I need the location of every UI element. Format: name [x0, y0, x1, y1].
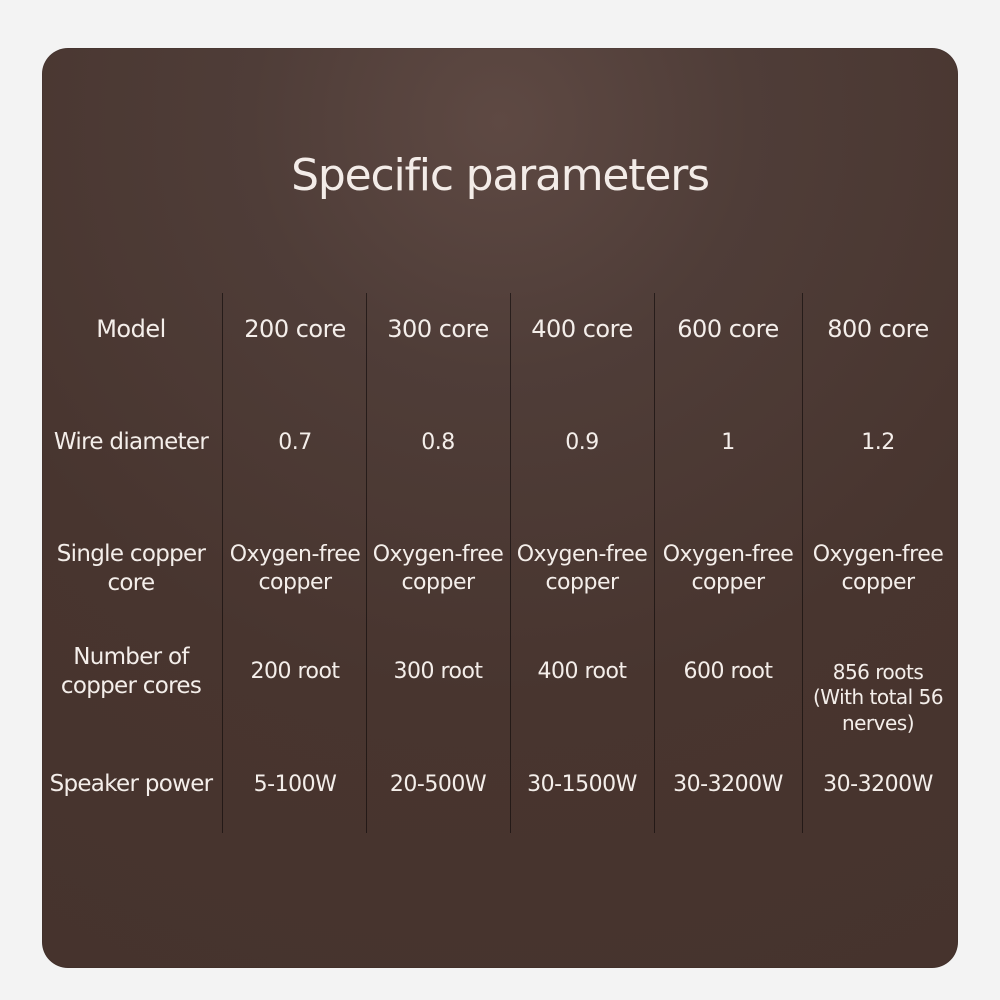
table-cell-line: Oxygen-free — [662, 541, 794, 567]
table-cell-line: Oxygen-free — [812, 541, 944, 567]
table-cell: 0.8 — [421, 429, 455, 455]
table-cell-line: Oxygen-free — [229, 541, 361, 567]
table-cell — [655, 530, 801, 608]
table-cell-line: copper — [401, 570, 475, 595]
row-label-line: Number of — [73, 643, 189, 670]
table-cell: 30-1500W — [527, 771, 637, 797]
table-header-200-core: 200 core — [244, 314, 346, 343]
table-cell: 20-500W — [389, 771, 487, 797]
table-header-300-core: 300 core — [387, 314, 489, 343]
table-cell — [367, 530, 509, 608]
column-divider-1 — [222, 293, 223, 833]
row-label-line: core — [107, 570, 155, 596]
table-cell: 30-3200W — [823, 771, 933, 797]
table-cell: 30-3200W — [673, 771, 783, 797]
table-header-400-core: 400 core — [531, 314, 633, 343]
table-cell-line: copper — [841, 570, 915, 595]
table-cell-line: Oxygen-free — [516, 541, 648, 567]
table-cell-line: copper — [258, 570, 332, 595]
table-cell-line: 856 roots — [832, 659, 924, 684]
table-cell: 0.9 — [565, 429, 599, 455]
table-cell: 0.7 — [278, 429, 312, 455]
table-cell: 1 — [721, 429, 735, 455]
row-label-speaker-power: Speaker power — [49, 771, 213, 798]
table-cell — [803, 530, 953, 608]
table-cell-line: nerves) — [841, 710, 915, 735]
table-cell: 600 root — [683, 658, 773, 684]
row-label-wire-diameter: Wire diameter — [53, 429, 209, 456]
table-cell-line: copper — [545, 570, 619, 595]
table-cell — [511, 530, 653, 608]
table-header-600-core: 600 core — [677, 314, 779, 343]
table-header-800-core: 800 core — [827, 314, 929, 343]
table-cell: 5-100W — [253, 771, 337, 797]
table-cell-line: (With total 56 — [812, 685, 944, 710]
table-cell-line: copper — [691, 570, 765, 595]
table-cell-line: Oxygen-free — [372, 541, 504, 567]
table-cell: 300 root — [393, 658, 483, 684]
row-label-line: copper cores — [60, 673, 202, 699]
row-label-number-of-copper-cores — [42, 632, 220, 712]
page-title: Specific parameters — [291, 150, 709, 201]
table-cell: 1.2 — [861, 429, 895, 455]
table-header-model: Model — [96, 314, 166, 343]
row-label-single-copper-core — [42, 530, 220, 608]
table-cell — [224, 530, 366, 608]
table-cell: 400 root — [537, 658, 627, 684]
table-cell — [803, 646, 953, 750]
table-cell: 200 root — [250, 658, 340, 684]
row-label-line: Single copper — [56, 540, 206, 567]
